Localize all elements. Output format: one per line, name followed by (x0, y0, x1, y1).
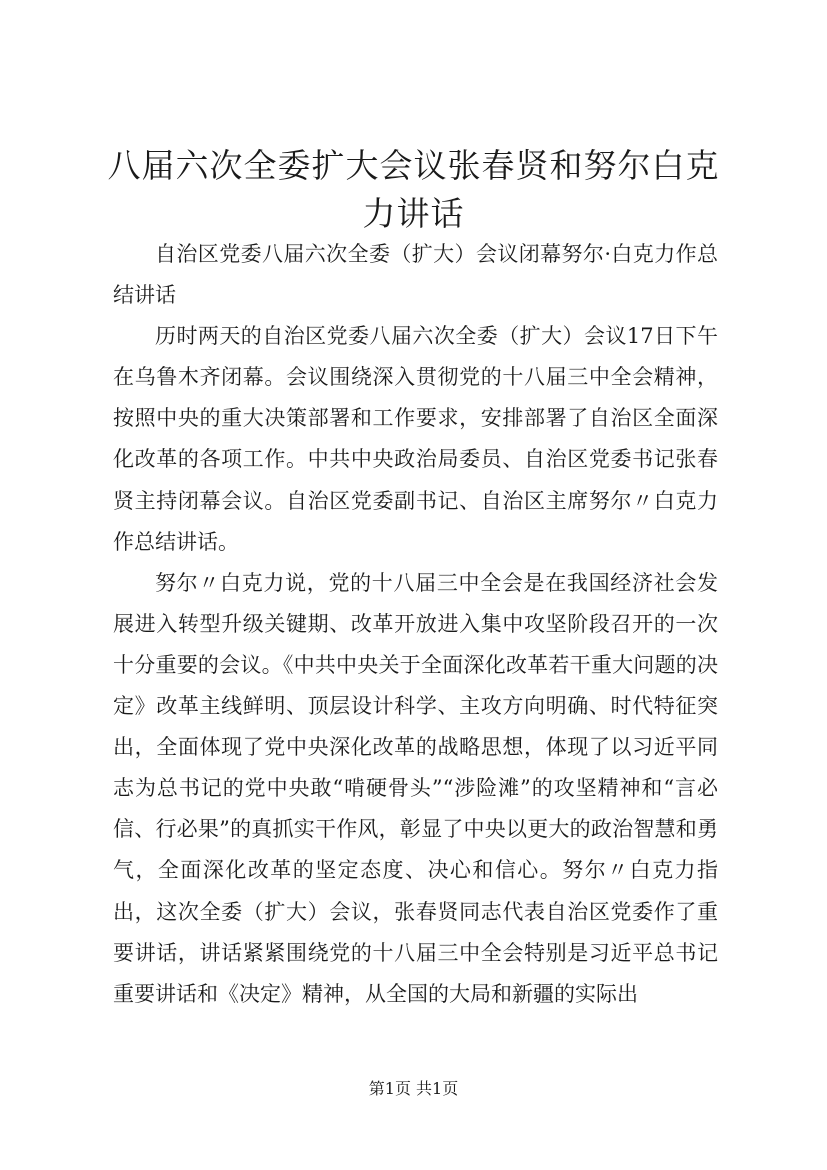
page-footer: 第1页 共1页 (368, 1079, 459, 1098)
document-body (113, 234, 718, 1015)
paragraph: 历时两天的自治区党委八届六次全委（扩大）会议17日下午在乌鲁木齐闭幕。会议围绕深入贯彻党的十八届三中全会精神，按照中央的重大决策部署和工作要求，安排部署了自治区全面深化改革的各项工作。中共中央政治局委员、自治区党委书记张春贤主持闭幕会议。自治区党委副书记、自治区主席努尔〃白克力作总结讲话。 (113, 324, 718, 554)
paragraph: 努尔〃白克力说，党的十八届三中全会是在我国经济社会发展进入转型升级关键期、改革开放进入集中攻坚阶段召开的一次十分重要的会议。《中共中央关于全面深化改革若干重大问题的决定》改革主线鲜明、顶层设计科学、主攻方向明确、时代特征突出，全面体现了党中央深化改革的战略思想，体现了以习近平同志为总书记的党中央敢“啃硬骨头”“涉险滩”的攻坚精神和“言必信、行必果”的真抓实干作风，彰显了中央以更大的政治智慧和勇气，全面深化改革的坚定态度、决心和信心。努尔〃白克力指出，这次全委（扩大）会议，张春贤同志代表自治区党委作了重要讲话，讲话紧紧围绕党的十八届三中全会特别是习近平总书记重要讲话和《决定》精神，从全国的大局和新疆的实际出 (113, 570, 718, 1006)
paragraph-subtitle: 自治区党委八届六次全委（扩大）会议闭幕努尔·白克力作总结讲话 (113, 242, 718, 308)
document-title: 八届六次全委扩大会议张春贤和努尔白克力讲话 (107, 146, 720, 233)
